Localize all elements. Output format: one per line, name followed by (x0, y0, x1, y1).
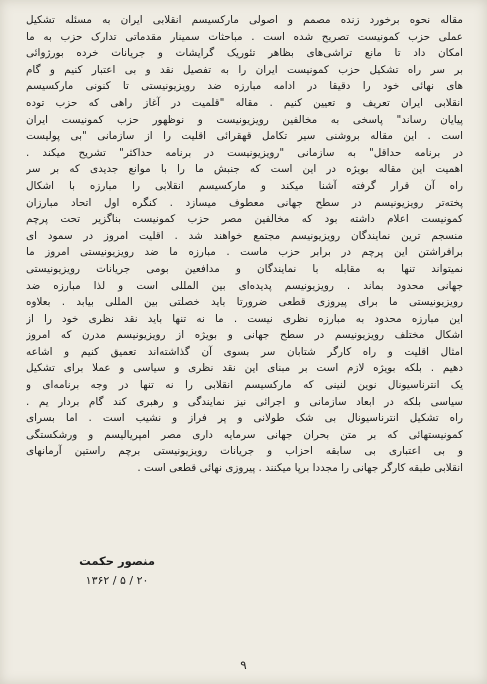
text-line: جهانی محدود بماند . رویزیونیسم پدیده‌ای بین المللی است و لذا مبارزه ضد (26, 279, 463, 292)
text-line: های نهائی خود را دقیقا در ادامه مبارزه ضد رویزیونیستی تا کنونی مارکسیسم (26, 80, 463, 93)
text-line: کمونیستهائی که بر متن بحران جهانی سرمایه داری مصر امپریالیسم و ورشکستگی (26, 428, 463, 441)
text-line: نمیتواند تنها به مقابله با نمایندگان و مدافعین بومی جریانات رویزیونیستی (26, 262, 463, 275)
body-text (26, 12, 463, 477)
text-line: پیایان رساند" پاسخی به مخالفین رویزیونیست و نوظهور حزب کمونیست ایران (26, 113, 463, 126)
text-line: برافراشتن این پرچم در برابر حزب ماست . مبارزه ما ضد رویزیونیستی امروز ما (26, 246, 463, 259)
text-line: دهیم . بلکه بویژه لازم است بر مبنای این نقد نظری و سیاسی و عملا برای تشکیل (26, 362, 463, 375)
text-line: در برنامه حداقل" به سازمانی "رویزیونیست در برنامه حداکثر" تشریح میکند . (26, 146, 463, 159)
text-line: و بی اعتباری بی سابقه احزاب و جریانات رویزیونیستی برچم راستین آرمانهای (26, 445, 463, 458)
signature-date: ۲۰ / ۵ / ۱۳۶۲ (85, 574, 149, 587)
text-line: عملی حزب کمونیست تصریح شده است . مباحثات سمینار مقدماتی تدارک حزب به ما (26, 30, 463, 43)
page-number: ۹ (240, 658, 247, 672)
text-line: پخته‌تر رویزیونیسم در سطح جهانی معطوف میسازد . کنگره اول اتحاد مبارزان (26, 196, 463, 209)
text-line: اهمیت این مقاله بویژه در این است که جنبش ما را با موانع جدیدی که بر سر (26, 163, 463, 176)
text-line: منسجم ترین نمایندگان رویزیونیسم مجتمع خواهند شد . اقلیت امروز در سمود ای (26, 229, 463, 242)
text-line: سیاسی بلکه در ابعاد سازمانی و اجرائی نیز نمایندگی و رهبری کند گام بردار یم . (26, 395, 463, 408)
signature-block (79, 554, 155, 587)
text-line: امکان داد تا مانع تراشی‌های بظاهر تئوریک گرایشات و جریانات خرده بورژوائی (26, 47, 463, 60)
text-line: این مبارزه محدود به مبارزه نظری نیست . ما نه تنها باید نقد نظری خود را از (26, 312, 463, 325)
text-line: یک انترناسیونال نوین لنینی که مارکسیسم انقلابی را نه تنها در وجه برنامه‌ای و (26, 379, 463, 392)
text-line: است . این مقاله بروشنی سیر تکامل قهقرائی اقلیت را از سازمانی "بی پولیست (26, 130, 463, 143)
text-line: مقاله نحوه برخورد زنده مصمم و اصولی مارکسیسم انقلابی ایران به مسئله تشکیل (26, 14, 463, 26)
text-line: راه آن قرار گرفته آشنا میکند و مارکسیسم انقلابی را مبارزه با اشکال (26, 179, 463, 192)
text-line: انقلابی ایران تعریف و تعیین کنیم . مقاله "قلمیت در آغاز راهی که حزب توده (26, 96, 463, 109)
text-line: کمونیست اعلام داشته بود که مخالفین مصر حزب کمونیست بناگزیر تحت پرچم (26, 213, 463, 226)
text-line: امثال اقلیت و راه کارگر شتابان سر بسوی آن گذاشته‌اند تعمیق کنیم و اشاعه (26, 345, 463, 358)
text-line: رویزیونیستی ما برای پیروزی قطعی ضرورتا باید خصلتی بین المللی بیابد . بعلاوه (26, 296, 463, 309)
text-line: راه تشکیل انترناسیونال بی شک طولانی و پر فراز و نشیب است . اما بسرای (26, 412, 463, 425)
text-line: اشکال مختلف رویزیونیسم در سطح جهانی و بویژه از رویزیونیسم مدرن که امروز (26, 329, 463, 342)
author-name: منصور حکمت (79, 554, 155, 568)
text-line: بر سر راه تشکیل حزب کمونیست ایران را به تفصیل نقد و بی اعتبار کنیم و گام (26, 63, 463, 76)
text-line: انقلابی طبقه کارگر جهانی را مجددا برپا میکنند . پیروزی نهائی قطعی است . (137, 462, 463, 475)
